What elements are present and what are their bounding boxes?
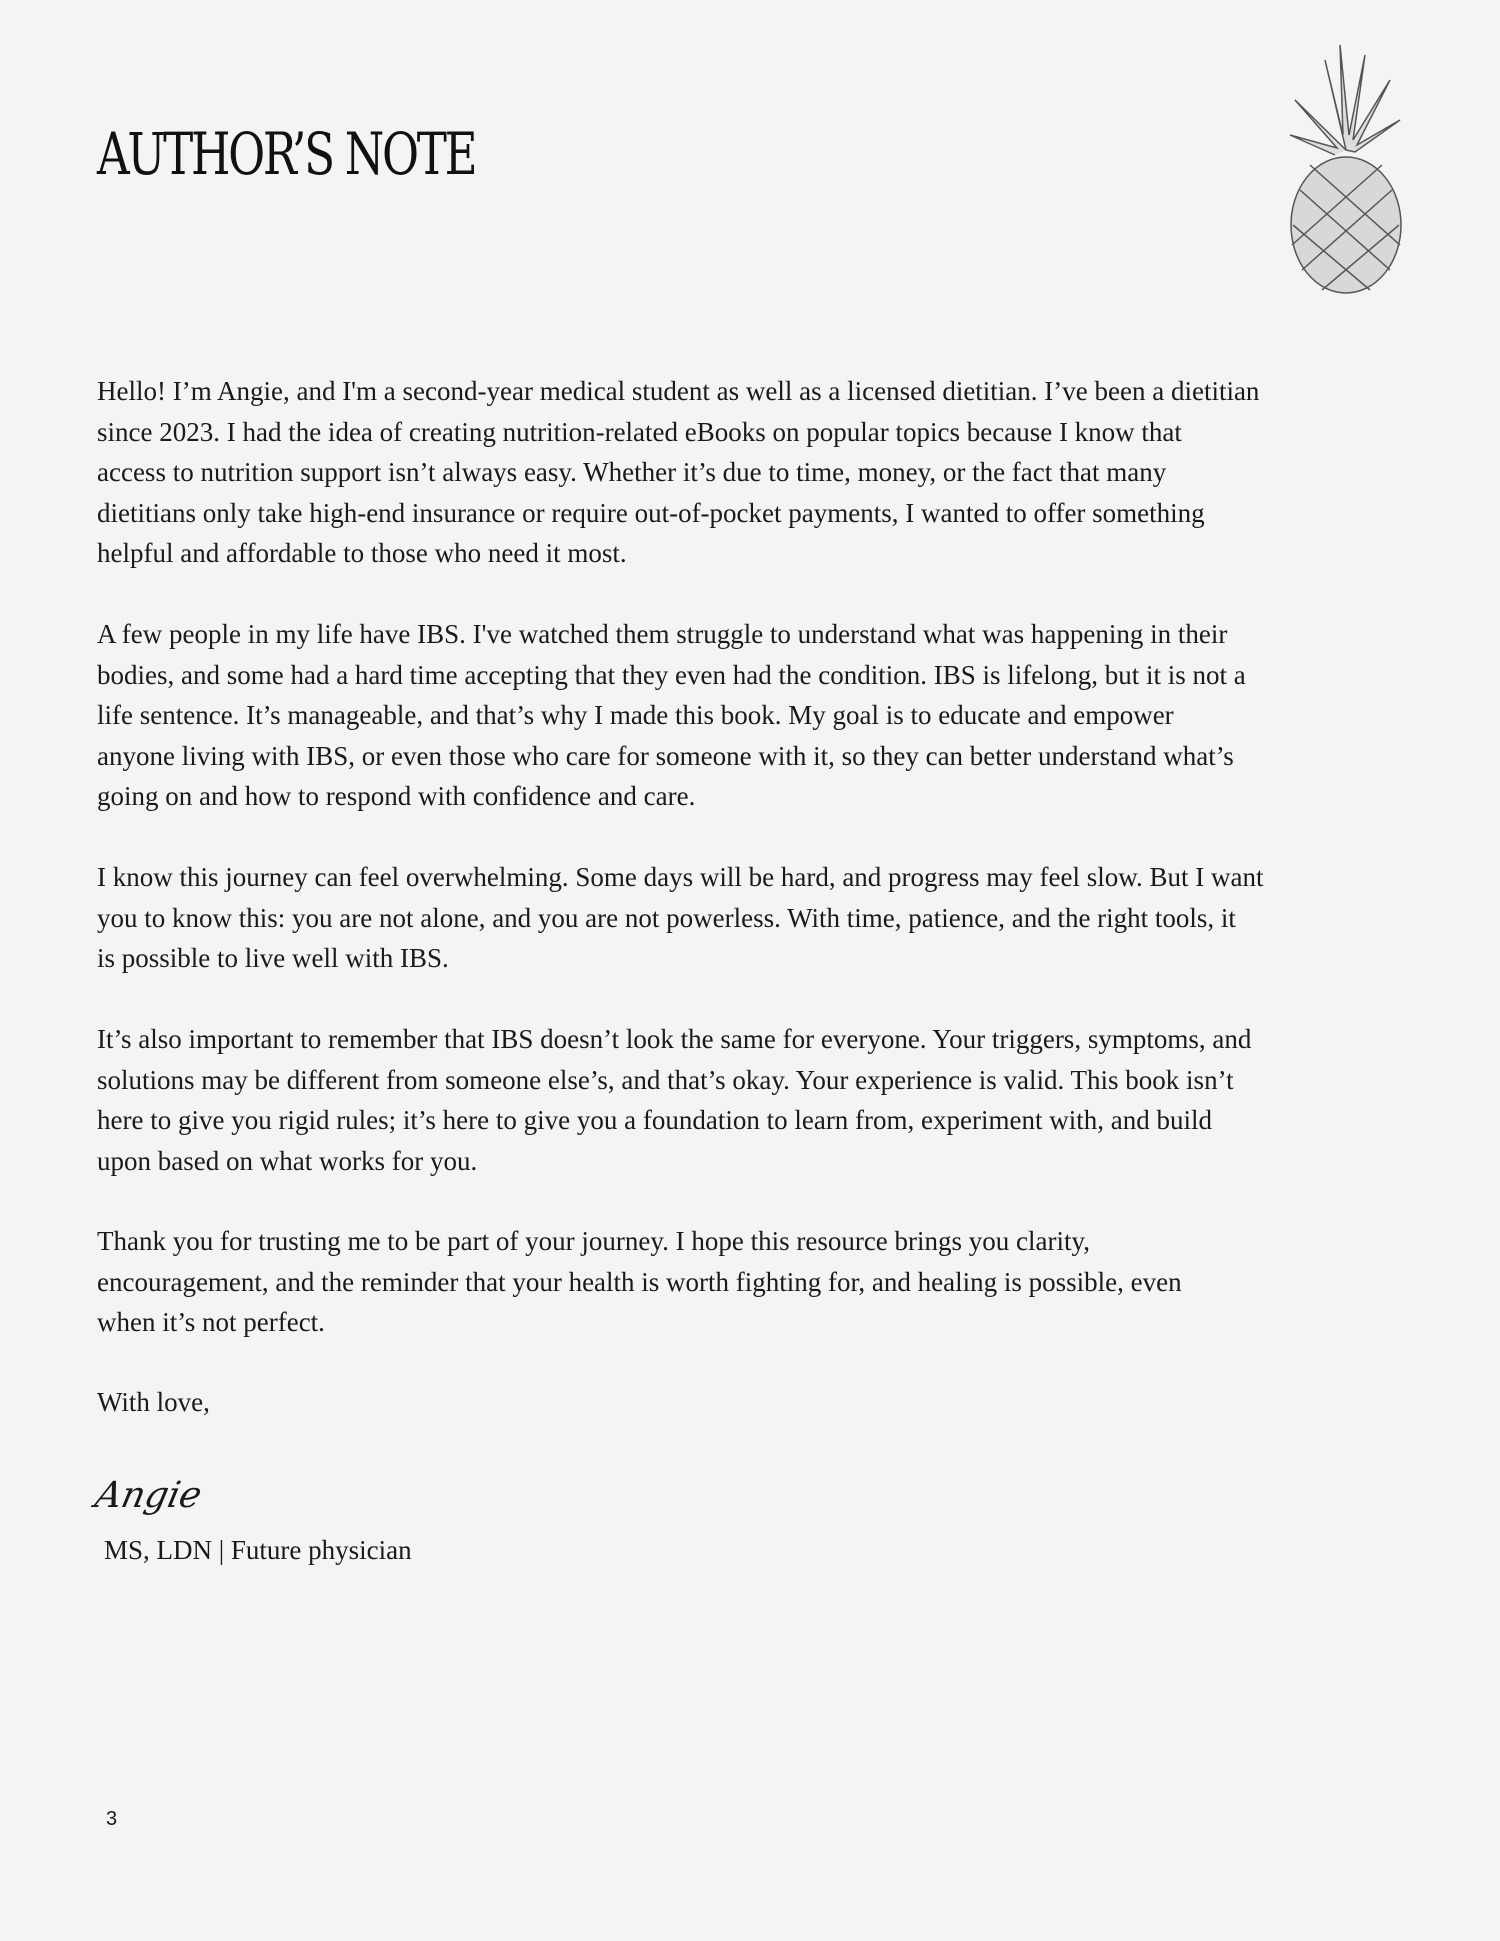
page-title: AUTHOR’S NOTE [97, 120, 476, 188]
text-line: helpful and affordable to those who need it most. [97, 538, 627, 568]
text-line: With love, [97, 1387, 210, 1417]
text-line: anyone living with IBS, or even those who care for someone with it, so they can better understand what’s [97, 740, 1234, 771]
text-line: here to give you rigid rules; it’s here to give you a foundation to learn from, experiment with, and build [97, 1105, 1212, 1135]
text-line: when it’s not perfect. [97, 1307, 325, 1337]
text-line: life sentence. It’s manageable, and that’s why I made this book. My goal is to educate and empower [97, 700, 1174, 730]
text-line: Hello! I’m Angie, and I'm a second-year medical student as well as a licensed dietitian. I’ve been a dietitian [97, 376, 1260, 406]
credentials: MS, LDN | Future physician [104, 1535, 412, 1565]
closing [97, 1382, 1417, 1423]
paragraph-different [97, 1019, 1417, 1181]
paragraph-ibs [97, 614, 1417, 817]
text-line: upon based on what works for you. [97, 1145, 478, 1176]
text-line: you to know this: you are not alone, and you are not powerless. With time, patience, and the right tools, it [97, 902, 1236, 933]
paragraph-journey [97, 857, 1417, 979]
page-number: 3 [106, 1808, 118, 1830]
paragraph-intro [97, 371, 1417, 574]
text-line: It’s also important to remember that IBS doesn’t look the same for everyone. Your triggers, symptoms, and [97, 1024, 1252, 1054]
text-line: solutions may be different from someone else’s, and that’s okay. Your experience is valid. This book isn’t [97, 1064, 1234, 1095]
text-line: A few people in my life have IBS. I've watched them struggle to understand what was happening in their [97, 619, 1228, 649]
text-line: I know this journey can feel overwhelming. Some days will be hard, and progress may feel slow. But I want [97, 862, 1264, 892]
paragraph-thanks [97, 1221, 1417, 1343]
text-line: access to nutrition support isn’t always easy. Whether it’s due to time, money, or the fact that many [97, 457, 1167, 487]
text-line: is possible to live well with IBS. [97, 943, 449, 973]
signature: Angie [91, 1475, 206, 1516]
pineapple-icon [1285, 40, 1407, 296]
text-line: since 2023. I had the idea of creating nutrition-related eBooks on popular topics because I know that [97, 416, 1182, 447]
text-line: going on and how to respond with confidence and care. [97, 781, 696, 811]
text-line: encouragement, and the reminder that your health is worth fighting for, and healing is possible, even [97, 1266, 1182, 1297]
text-line: bodies, and some had a hard time accepting that they even had the condition. IBS is lifelong, but it is not a [97, 659, 1246, 690]
text-line: dietitians only take high-end insurance or require out-of-pocket payments, I wanted to offer something [97, 497, 1205, 528]
text-line: Thank you for trusting me to be part of your journey. I hope this resource brings you clarity, [97, 1226, 1091, 1256]
